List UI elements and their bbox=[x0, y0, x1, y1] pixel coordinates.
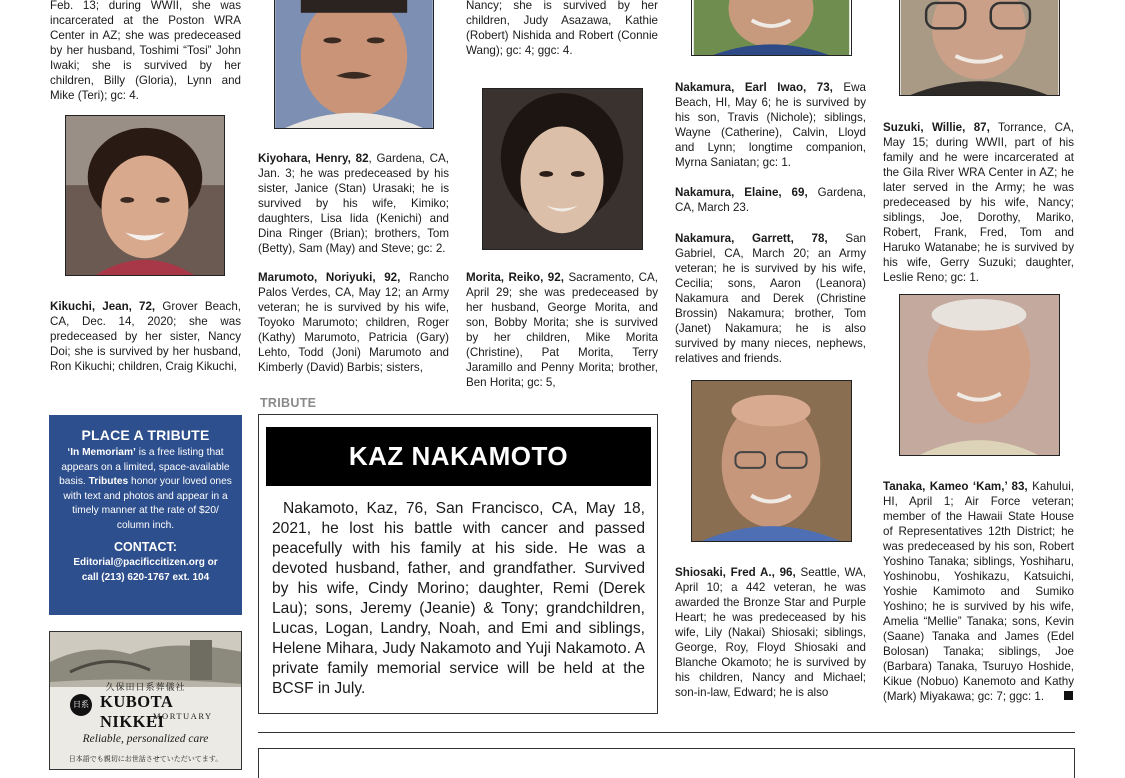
ad-tagline: Reliable, personalized care bbox=[82, 733, 209, 745]
obituary-kiyohara bbox=[258, 151, 449, 256]
obituary-name: Kiyohara, Henry, bbox=[258, 152, 351, 165]
obituary-earl-nakamura bbox=[675, 80, 866, 170]
obituary-text: Feb. 13; during WWII, she was incarcerated at the Poston WRA Center in AZ; she was predeceased by her husband, Toshimi “Tosi” John Iwaki; she is survived by her children, Billy (Gloria), Lynn and Mike (Teri); gc: 4. bbox=[50, 0, 241, 102]
ad-company-sub: MORTUARY bbox=[153, 711, 213, 721]
kubota-mortuary-ad[interactable] bbox=[49, 631, 242, 770]
obituary-name: Marumoto, Noriyuki, 92, bbox=[258, 271, 401, 284]
contact-label: CONTACT: bbox=[114, 539, 177, 554]
place-tribute-text-2: honor your loved ones with text and photos and appear in a timely manner at the rate of $20/ column inch. bbox=[63, 476, 232, 531]
obituary-garrett-nakamura bbox=[675, 231, 866, 366]
obituary-continued-col3 bbox=[466, 0, 658, 58]
end-square-icon bbox=[1064, 691, 1073, 700]
place-tribute-title: PLACE A TRIBUTE bbox=[81, 427, 210, 443]
ad-japanese-name: 久保田日系葬儀社 bbox=[105, 683, 186, 693]
obituary-text: Rancho Palos Verdes, CA, May 12; an Army veteran; he is survived by his wife, Toyoko Marumoto; children, Roger (Kathy) Marumoto, Patricia (Gary) Lehto, Todd (Joni) Marumoto and Kimberly (David) Barbis; sisters, bbox=[258, 271, 449, 374]
obituary-suzuki bbox=[883, 120, 1074, 285]
photo-reiko-morita bbox=[482, 88, 643, 250]
portrait-image bbox=[900, 295, 1059, 455]
place-tribute-box bbox=[49, 415, 242, 615]
obituary-text: Kahului, HI, April 1; Air Force veteran; member of the Hawaii State House of Representatives 12th District; he was predeceased by his son, Robert Yoshino Tanaka; siblings, Yoshiharu, Yoshinobu, Yoshikazu, Katsuichi, Yoshie Kamimoto and Sumiko Yoshino; he is survived by his wife, Amelia “Mellie” Tanaka; sons, Kevin (Saane) Tanaka and James (Edel Bolosan) Tanaka; siblings, Joe (Barbara) Tanaka, Tsuruyo Hoshide, Kikue (Nobuo) Kanemoto and Kathy (Mark) Miyakawa; gc: 7; ggc: 1. bbox=[883, 480, 1074, 703]
obituary-text: , Gardena, CA, Jan. 3; he was predeceased by his sister, Janice (Stan) Urasaki; he is survived by his wife, Kimiko; daughters, Lisa Iida (Kenichi) and Dina Ringer (Brian); brothers, Tom (Betty), Sam (May) and Steve; gc: 2. bbox=[258, 152, 449, 255]
photo-henry-kiyohara bbox=[274, 0, 434, 129]
obituary-name: Nakamura, Garrett, 78, bbox=[675, 232, 828, 245]
photo-jean-kikuchi bbox=[65, 115, 225, 276]
next-tribute-frame bbox=[258, 748, 1075, 778]
obituary-text: Ewa Beach, HI, May 6; he is survived by his son, Travis (Nichole); siblings, Wayne (Catherine), Calvin, Lloyd and Lynn; longtime companion, Myrna Saniatan; gc: 1. bbox=[675, 81, 866, 169]
photo-fred-shiosaki bbox=[691, 380, 852, 542]
ad-company-name: KUBOTA NIKKEI bbox=[100, 692, 173, 731]
obituary-name: Nakamura, Earl Iwao, 73, bbox=[675, 81, 833, 94]
obituary-name: Kikuchi, Jean, 72, bbox=[50, 300, 156, 313]
place-tribute-body bbox=[59, 446, 232, 534]
obituary-name: Morita, Reiko, 92, bbox=[466, 271, 564, 284]
portrait-image bbox=[692, 0, 851, 55]
garden-illustration bbox=[50, 632, 242, 687]
obituary-text: San Gabriel, CA, March 20; an Army veteran; he is survived by his wife, Cecilia; sons, Aaron (Leanora) Nakamura and Derek (Christine Brossin) Nakamura; brother, Tom (Janet) Nakamura; he is also survived by many nieces, nephews, relatives and friends. bbox=[675, 232, 866, 365]
obituary-elaine-nakamura bbox=[675, 185, 866, 215]
photo-willie-suzuki bbox=[899, 0, 1060, 96]
obituary-iwaki-continued bbox=[50, 0, 241, 103]
photo-earl-nakamura bbox=[691, 0, 852, 56]
ad-seal-icon: 日系 bbox=[70, 694, 92, 716]
tribute-text: Nakamoto, Kaz, 76, San Francisco, CA, May 18, 2021, he lost his battle with cancer and passed peacefully with his family at his side. He was a devoted husband, father, and grandfather. Survived by his wife, Cindy Morino; daughter, Remi (Derek Lau); sons, Jeremy (Jeanie) & Tony; grandchildren, Lucas, Logan, Landry, Noah, and Emi and siblings, Helene Mihara, Judy Nakamoto and Yuji Nakamoto. A private family memorial service will be held at the BCSF in July. bbox=[272, 500, 645, 697]
portrait-image bbox=[275, 0, 433, 128]
obituary-text: Seattle, WA, April 10; a 442 veteran, he was awarded the Bronze Star and Purple Heart; he was predeceased by his wife, Lily (Nakai) Shiosaki; siblings, George, Roy, Floyd Shiosaki and Blanche Okamoto; he is survived by his children, Nancy and Michael; son-in-law, Edward; he is also bbox=[675, 566, 866, 699]
obituary-name: Shiosaki, Fred A., 96, bbox=[675, 566, 796, 579]
obituary-name: Suzuki, Willie, 87, bbox=[883, 121, 990, 134]
obituary-text: Torrance, CA, May 15; during WWII, part of his family and he were incarcerated at the Gila River WRA Center in AZ; he later served in the Army; he was predeceased by his wife, Nancy; siblings, Joe, Dorothy, Mariko, Robert, Frank, Fred, Tom and Haruko Watanabe; he is survived by his wife, Gerry Suzuki; daughter, Leslie Reno; gc: 1. bbox=[883, 121, 1074, 284]
divider-rule bbox=[258, 732, 1075, 733]
portrait-image bbox=[692, 381, 851, 541]
obituary-kikuchi bbox=[50, 299, 241, 374]
contact-email-line[interactable]: Editorial@pacificcitizen.org or bbox=[73, 556, 218, 568]
obituary-shiosaki bbox=[675, 565, 866, 700]
obituary-morita bbox=[466, 270, 658, 390]
contact-phone-line[interactable]: call (213) 620-1767 ext. 104 bbox=[81, 572, 210, 584]
portrait-image bbox=[483, 89, 642, 249]
obituary-tanaka bbox=[883, 479, 1074, 704]
obituary-name: Nakamura, Elaine, 69, bbox=[675, 186, 808, 199]
obituary-marumoto bbox=[258, 270, 449, 375]
photo-kameo-tanaka bbox=[899, 294, 1060, 456]
portrait-image bbox=[900, 0, 1059, 95]
portrait-image bbox=[66, 116, 224, 275]
obituary-text: Gardena, CA, March 23. bbox=[675, 186, 866, 214]
obituary-name: Tanaka, Kameo ‘Kam,’ 83, bbox=[883, 480, 1028, 493]
in-memoriam-label: ‘In Memoriam’ bbox=[67, 447, 136, 458]
ad-japanese-note: 日本語でも親切にお世話させていただいてます。 bbox=[68, 756, 223, 763]
place-tribute-text: is a free listing that appears on a limited, space-available basis. bbox=[59, 447, 230, 488]
obituary-text: Grover Beach, CA, Dec. 14, 2020; she was predeceased by her sister, Nancy Doi; she is survived by her husband, Ron Kikuchi; children, Craig Kikuchi, bbox=[50, 300, 241, 373]
tribute-name-banner: KAZ NAKAMOTO bbox=[266, 427, 651, 486]
obituary-text: Nancy; she is survived by her children, Judy Asazawa, Kathie (Robert) Nishida and Robert (Connie Wang); gc: 4; ggc: 4. bbox=[466, 0, 658, 57]
obituary-text: Sacramento, CA, April 29; she was predeceased by her husband, George Morita, and son, Bobby Morita; she is survived by her children, Mike Morita (Christine), Pat Morita, Terry Jaramillo and Penny Morita; brother, Ben Horita; gc: 5, bbox=[466, 271, 658, 389]
tribute-label: TRIBUTE bbox=[260, 396, 317, 410]
obituary-age: 82 bbox=[355, 152, 369, 165]
tributes-label: Tributes bbox=[88, 476, 129, 488]
